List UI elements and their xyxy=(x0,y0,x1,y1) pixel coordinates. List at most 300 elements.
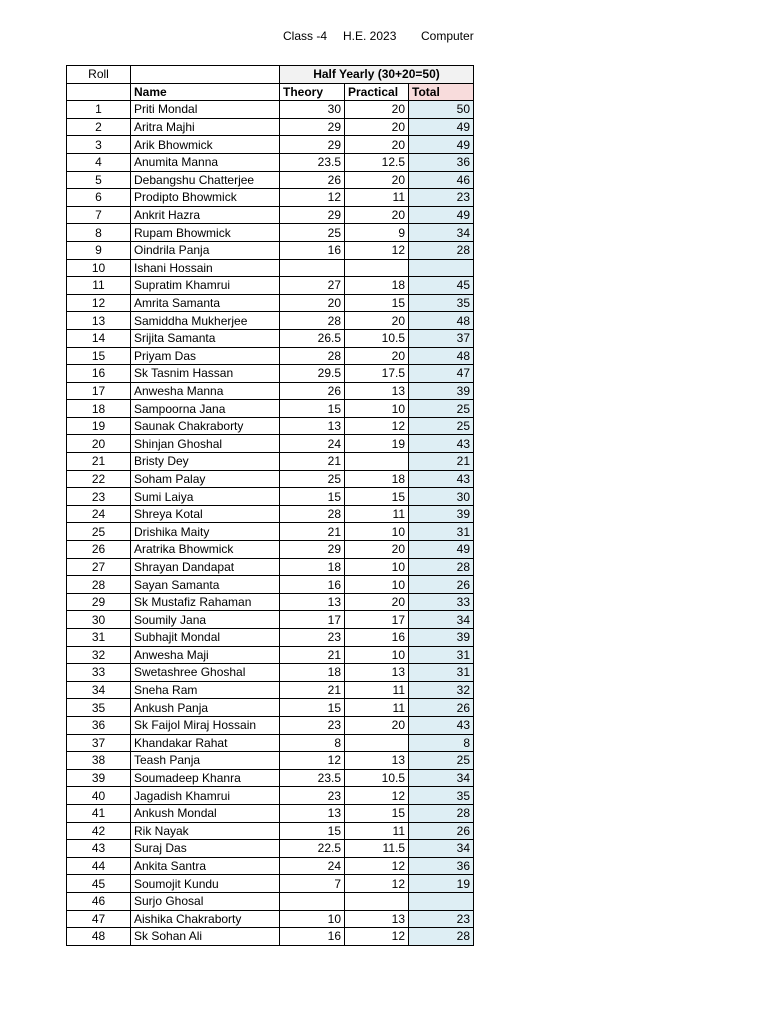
total-cell: 26 xyxy=(409,576,474,594)
roll-cell: 38 xyxy=(67,752,131,770)
total-cell: 39 xyxy=(409,629,474,647)
total-cell: 47 xyxy=(409,365,474,383)
theory-cell: 8 xyxy=(280,734,345,752)
theory-cell: 13 xyxy=(280,417,345,435)
blank-header-cell xyxy=(67,83,131,101)
roll-cell: 16 xyxy=(67,365,131,383)
roll-cell: 33 xyxy=(67,664,131,682)
blank-header-cell xyxy=(131,66,280,84)
roll-cell: 10 xyxy=(67,259,131,277)
total-cell: 46 xyxy=(409,171,474,189)
table-row xyxy=(67,118,474,136)
total-cell: 34 xyxy=(409,611,474,629)
roll-cell: 24 xyxy=(67,505,131,523)
name-cell: Soham Palay xyxy=(131,470,280,488)
table-row xyxy=(67,716,474,734)
practical-cell: 10 xyxy=(345,646,409,664)
roll-cell: 28 xyxy=(67,576,131,594)
theory-cell: 28 xyxy=(280,312,345,330)
name-cell: Jagadish Khamrui xyxy=(131,787,280,805)
name-cell: Rik Nayak xyxy=(131,822,280,840)
total-cell: 36 xyxy=(409,153,474,171)
table-row xyxy=(67,787,474,805)
theory-cell: 27 xyxy=(280,277,345,295)
total-cell: 21 xyxy=(409,453,474,471)
name-cell: Sk Faijol Miraj Hossain xyxy=(131,716,280,734)
theory-cell: 12 xyxy=(280,189,345,207)
roll-cell: 32 xyxy=(67,646,131,664)
theory-cell: 29.5 xyxy=(280,365,345,383)
name-cell: Shrayan Dandapat xyxy=(131,558,280,576)
roll-cell: 41 xyxy=(67,804,131,822)
practical-cell: 20 xyxy=(345,206,409,224)
table-row xyxy=(67,593,474,611)
theory-cell: 24 xyxy=(280,857,345,875)
total-cell: 28 xyxy=(409,928,474,946)
theory-cell: 23 xyxy=(280,716,345,734)
practical-cell: 10.5 xyxy=(345,769,409,787)
name-cell: Sk Mustafiz Rahaman xyxy=(131,593,280,611)
name-cell: Sampoorna Jana xyxy=(131,400,280,418)
roll-cell: 43 xyxy=(67,840,131,858)
practical-cell: 12 xyxy=(345,241,409,259)
roll-cell: 23 xyxy=(67,488,131,506)
name-cell: Sk Tasnim Hassan xyxy=(131,365,280,383)
practical-cell: 20 xyxy=(345,118,409,136)
theory-cell: 17 xyxy=(280,611,345,629)
total-cell: 45 xyxy=(409,277,474,295)
table-row xyxy=(67,259,474,277)
theory-cell: 30 xyxy=(280,101,345,119)
practical-cell: 20 xyxy=(345,171,409,189)
table-row xyxy=(67,857,474,875)
name-cell: Srijita Samanta xyxy=(131,329,280,347)
name-cell: Ankush Panja xyxy=(131,699,280,717)
practical-cell: 18 xyxy=(345,470,409,488)
theory-cell: 20 xyxy=(280,294,345,312)
theory-cell: 21 xyxy=(280,681,345,699)
table-row xyxy=(67,541,474,559)
practical-cell xyxy=(345,892,409,910)
table-row xyxy=(67,769,474,787)
table-row xyxy=(67,646,474,664)
practical-cell: 9 xyxy=(345,224,409,242)
table-row xyxy=(67,840,474,858)
table-row xyxy=(67,664,474,682)
total-cell: 25 xyxy=(409,400,474,418)
table-row xyxy=(67,629,474,647)
name-cell: Priti Mondal xyxy=(131,101,280,119)
practical-cell: 15 xyxy=(345,804,409,822)
roll-cell: 4 xyxy=(67,153,131,171)
table-row xyxy=(67,928,474,946)
total-cell: 39 xyxy=(409,382,474,400)
practical-cell: 11 xyxy=(345,505,409,523)
total-cell: 31 xyxy=(409,523,474,541)
practical-cell: 15 xyxy=(345,294,409,312)
total-cell: 19 xyxy=(409,875,474,893)
name-cell: Sumi Laiya xyxy=(131,488,280,506)
name-cell: Rupam Bhowmick xyxy=(131,224,280,242)
table-row xyxy=(67,804,474,822)
name-cell: Sneha Ram xyxy=(131,681,280,699)
roll-cell: 27 xyxy=(67,558,131,576)
practical-cell xyxy=(345,734,409,752)
practical-cell: 20 xyxy=(345,716,409,734)
total-cell: 43 xyxy=(409,470,474,488)
theory-cell: 21 xyxy=(280,453,345,471)
practical-cell: 20 xyxy=(345,593,409,611)
practical-cell: 15 xyxy=(345,488,409,506)
total-cell: 8 xyxy=(409,734,474,752)
name-cell: Oindrila Panja xyxy=(131,241,280,259)
name-cell: Soumily Jana xyxy=(131,611,280,629)
name-cell: Teash Panja xyxy=(131,752,280,770)
table-row xyxy=(67,224,474,242)
name-cell: Anwesha Manna xyxy=(131,382,280,400)
table-row xyxy=(67,822,474,840)
name-cell: Priyam Das xyxy=(131,347,280,365)
theory-cell: 29 xyxy=(280,206,345,224)
table-row xyxy=(67,611,474,629)
practical-cell: 10 xyxy=(345,523,409,541)
roll-cell: 22 xyxy=(67,470,131,488)
name-cell: Samiddha Mukherjee xyxy=(131,312,280,330)
practical-cell: 20 xyxy=(345,541,409,559)
roll-cell: 37 xyxy=(67,734,131,752)
practical-cell: 13 xyxy=(345,382,409,400)
theory-cell: 26 xyxy=(280,382,345,400)
table-row xyxy=(67,875,474,893)
roll-cell: 17 xyxy=(67,382,131,400)
theory-cell: 12 xyxy=(280,752,345,770)
name-cell: Amrita Samanta xyxy=(131,294,280,312)
roll-cell: 36 xyxy=(67,716,131,734)
name-cell: Anumita Manna xyxy=(131,153,280,171)
practical-cell xyxy=(345,259,409,277)
theory-column-header: Theory xyxy=(280,83,345,101)
name-cell: Shreya Kotal xyxy=(131,505,280,523)
class-label: Class -4 xyxy=(283,29,328,43)
theory-cell: 18 xyxy=(280,664,345,682)
table-row xyxy=(67,277,474,295)
total-cell: 39 xyxy=(409,505,474,523)
practical-cell: 11 xyxy=(345,822,409,840)
name-cell: Surjo Ghosal xyxy=(131,892,280,910)
total-cell: 23 xyxy=(409,189,474,207)
table-row xyxy=(67,329,474,347)
total-cell: 25 xyxy=(409,417,474,435)
table-row xyxy=(67,453,474,471)
theory-cell: 21 xyxy=(280,523,345,541)
table-row xyxy=(67,241,474,259)
roll-cell: 21 xyxy=(67,453,131,471)
practical-cell: 16 xyxy=(345,629,409,647)
theory-cell: 18 xyxy=(280,558,345,576)
theory-cell: 15 xyxy=(280,699,345,717)
name-cell: Ishani Hossain xyxy=(131,259,280,277)
name-cell: Sk Sohan Ali xyxy=(131,928,280,946)
total-cell xyxy=(409,892,474,910)
theory-cell: 16 xyxy=(280,241,345,259)
marks-table-body xyxy=(67,66,474,946)
roll-cell: 25 xyxy=(67,523,131,541)
subject-label: Computer xyxy=(421,29,474,43)
table-row xyxy=(67,752,474,770)
roll-cell: 26 xyxy=(67,541,131,559)
name-cell: Ankrit Hazra xyxy=(131,206,280,224)
header-row-columns xyxy=(67,83,474,101)
roll-cell: 18 xyxy=(67,400,131,418)
name-cell: Supratim Khamrui xyxy=(131,277,280,295)
name-cell: Arik Bhowmick xyxy=(131,136,280,154)
roll-cell: 2 xyxy=(67,118,131,136)
table-row xyxy=(67,171,474,189)
table-row xyxy=(67,892,474,910)
roll-cell: 44 xyxy=(67,857,131,875)
total-cell: 35 xyxy=(409,787,474,805)
practical-cell: 10 xyxy=(345,400,409,418)
name-cell: Aratrika Bhowmick xyxy=(131,541,280,559)
total-cell: 49 xyxy=(409,136,474,154)
roll-cell: 29 xyxy=(67,593,131,611)
name-cell: Aishika Chakraborty xyxy=(131,910,280,928)
theory-cell: 29 xyxy=(280,541,345,559)
table-row xyxy=(67,470,474,488)
theory-cell: 26 xyxy=(280,171,345,189)
total-cell: 48 xyxy=(409,347,474,365)
name-cell: Shinjan Ghoshal xyxy=(131,435,280,453)
table-row xyxy=(67,576,474,594)
practical-column-header: Practical xyxy=(345,83,409,101)
total-cell: 28 xyxy=(409,558,474,576)
total-cell: 28 xyxy=(409,804,474,822)
practical-cell: 19 xyxy=(345,435,409,453)
roll-cell: 46 xyxy=(67,892,131,910)
practical-cell: 10 xyxy=(345,558,409,576)
theory-cell: 16 xyxy=(280,928,345,946)
roll-cell: 11 xyxy=(67,277,131,295)
theory-cell xyxy=(280,892,345,910)
roll-cell: 9 xyxy=(67,241,131,259)
practical-cell: 12 xyxy=(345,787,409,805)
roll-cell: 47 xyxy=(67,910,131,928)
table-row xyxy=(67,382,474,400)
name-cell: Soumadeep Khanra xyxy=(131,769,280,787)
theory-cell: 24 xyxy=(280,435,345,453)
theory-cell: 23 xyxy=(280,787,345,805)
roll-cell: 7 xyxy=(67,206,131,224)
practical-cell: 20 xyxy=(345,312,409,330)
name-cell: Drishika Maity xyxy=(131,523,280,541)
total-cell: 43 xyxy=(409,435,474,453)
theory-cell: 28 xyxy=(280,505,345,523)
total-cell: 30 xyxy=(409,488,474,506)
roll-cell: 1 xyxy=(67,101,131,119)
practical-cell: 11.5 xyxy=(345,840,409,858)
roll-cell: 40 xyxy=(67,787,131,805)
practical-cell: 11 xyxy=(345,189,409,207)
roll-cell: 14 xyxy=(67,329,131,347)
roll-cell: 20 xyxy=(67,435,131,453)
roll-cell: 6 xyxy=(67,189,131,207)
practical-cell: 11 xyxy=(345,681,409,699)
total-cell: 33 xyxy=(409,593,474,611)
practical-cell: 10 xyxy=(345,576,409,594)
total-cell: 37 xyxy=(409,329,474,347)
name-cell: Ankita Santra xyxy=(131,857,280,875)
roll-cell: 42 xyxy=(67,822,131,840)
name-cell: Bristy Dey xyxy=(131,453,280,471)
theory-cell: 25 xyxy=(280,470,345,488)
theory-cell: 15 xyxy=(280,488,345,506)
theory-cell: 13 xyxy=(280,804,345,822)
theory-cell: 7 xyxy=(280,875,345,893)
sheet-header xyxy=(0,29,768,45)
table-row xyxy=(67,910,474,928)
practical-cell: 13 xyxy=(345,664,409,682)
theory-cell: 26.5 xyxy=(280,329,345,347)
theory-cell: 23.5 xyxy=(280,769,345,787)
theory-cell: 13 xyxy=(280,593,345,611)
theory-cell: 23 xyxy=(280,629,345,647)
table-row xyxy=(67,400,474,418)
table-row xyxy=(67,101,474,119)
theory-cell: 10 xyxy=(280,910,345,928)
name-cell: Debangshu Chatterjee xyxy=(131,171,280,189)
total-column-header: Total xyxy=(409,83,474,101)
total-cell: 34 xyxy=(409,840,474,858)
roll-cell: 45 xyxy=(67,875,131,893)
total-cell: 31 xyxy=(409,646,474,664)
theory-cell xyxy=(280,259,345,277)
table-row xyxy=(67,681,474,699)
name-cell: Subhajit Mondal xyxy=(131,629,280,647)
total-cell: 49 xyxy=(409,118,474,136)
practical-cell: 20 xyxy=(345,347,409,365)
table-row xyxy=(67,734,474,752)
name-cell: Anwesha Maji xyxy=(131,646,280,664)
table-row xyxy=(67,189,474,207)
table-row xyxy=(67,488,474,506)
practical-cell: 12 xyxy=(345,875,409,893)
practical-cell: 13 xyxy=(345,910,409,928)
roll-cell: 39 xyxy=(67,769,131,787)
name-cell: Swetashree Ghoshal xyxy=(131,664,280,682)
roll-cell: 48 xyxy=(67,928,131,946)
total-cell: 23 xyxy=(409,910,474,928)
theory-cell: 22.5 xyxy=(280,840,345,858)
roll-cell: 30 xyxy=(67,611,131,629)
total-cell: 48 xyxy=(409,312,474,330)
roll-cell: 19 xyxy=(67,417,131,435)
table-row xyxy=(67,505,474,523)
practical-cell: 17.5 xyxy=(345,365,409,383)
practical-cell: 17 xyxy=(345,611,409,629)
table-row xyxy=(67,365,474,383)
theory-cell: 15 xyxy=(280,822,345,840)
total-cell: 31 xyxy=(409,664,474,682)
name-cell: Soumojit Kundu xyxy=(131,875,280,893)
roll-cell: 35 xyxy=(67,699,131,717)
total-cell: 50 xyxy=(409,101,474,119)
theory-cell: 25 xyxy=(280,224,345,242)
practical-cell: 12 xyxy=(345,417,409,435)
theory-cell: 28 xyxy=(280,347,345,365)
table-row xyxy=(67,417,474,435)
roll-cell: 34 xyxy=(67,681,131,699)
table-row xyxy=(67,347,474,365)
theory-cell: 15 xyxy=(280,400,345,418)
theory-cell: 21 xyxy=(280,646,345,664)
total-cell: 26 xyxy=(409,699,474,717)
practical-cell: 18 xyxy=(345,277,409,295)
roll-cell: 3 xyxy=(67,136,131,154)
roll-cell: 31 xyxy=(67,629,131,647)
practical-cell: 11 xyxy=(345,699,409,717)
total-cell: 43 xyxy=(409,716,474,734)
table-row xyxy=(67,294,474,312)
total-cell: 49 xyxy=(409,206,474,224)
total-cell xyxy=(409,259,474,277)
roll-column-header: Roll xyxy=(67,66,131,84)
total-cell: 32 xyxy=(409,681,474,699)
name-cell: Khandakar Rahat xyxy=(131,734,280,752)
total-cell: 34 xyxy=(409,769,474,787)
roll-cell: 13 xyxy=(67,312,131,330)
half-yearly-group-header: Half Yearly (30+20=50) xyxy=(280,66,474,84)
theory-cell: 16 xyxy=(280,576,345,594)
exam-label: H.E. 2023 xyxy=(343,29,397,43)
practical-cell: 13 xyxy=(345,752,409,770)
roll-cell: 15 xyxy=(67,347,131,365)
practical-cell: 20 xyxy=(345,101,409,119)
roll-cell: 8 xyxy=(67,224,131,242)
table-row xyxy=(67,153,474,171)
practical-cell: 20 xyxy=(345,136,409,154)
total-cell: 25 xyxy=(409,752,474,770)
name-cell: Saunak Chakraborty xyxy=(131,417,280,435)
table-row xyxy=(67,206,474,224)
theory-cell: 29 xyxy=(280,118,345,136)
roll-cell: 12 xyxy=(67,294,131,312)
name-cell: Sayan Samanta xyxy=(131,576,280,594)
name-cell: Prodipto Bhowmick xyxy=(131,189,280,207)
practical-cell: 10.5 xyxy=(345,329,409,347)
practical-cell: 12 xyxy=(345,857,409,875)
name-column-header: Name xyxy=(131,83,280,101)
theory-cell: 29 xyxy=(280,136,345,154)
name-cell: Ankush Mondal xyxy=(131,804,280,822)
total-cell: 26 xyxy=(409,822,474,840)
total-cell: 28 xyxy=(409,241,474,259)
theory-cell: 23.5 xyxy=(280,153,345,171)
name-cell: Aritra Majhi xyxy=(131,118,280,136)
table-row xyxy=(67,435,474,453)
roll-cell: 5 xyxy=(67,171,131,189)
practical-cell: 12.5 xyxy=(345,153,409,171)
table-row xyxy=(67,523,474,541)
table-row xyxy=(67,136,474,154)
practical-cell: 12 xyxy=(345,928,409,946)
total-cell: 36 xyxy=(409,857,474,875)
header-row-group xyxy=(67,66,474,84)
total-cell: 34 xyxy=(409,224,474,242)
table-row xyxy=(67,699,474,717)
table-row xyxy=(67,312,474,330)
table-row xyxy=(67,558,474,576)
name-cell: Suraj Das xyxy=(131,840,280,858)
